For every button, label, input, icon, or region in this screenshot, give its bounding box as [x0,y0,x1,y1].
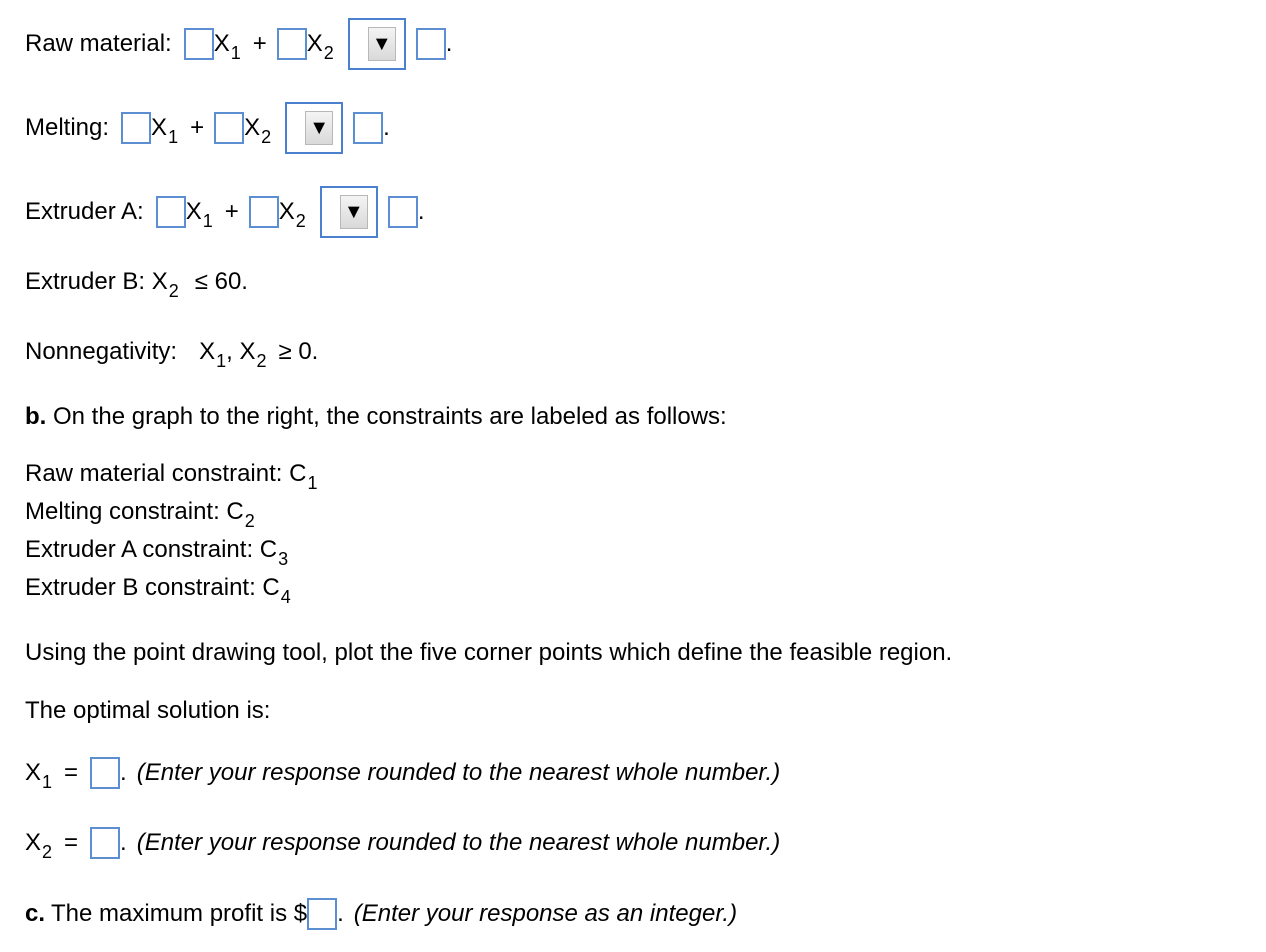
period: . [337,900,344,927]
raw-material-rhs-input[interactable] [416,28,446,60]
x1-answer-label: $X_1$ [25,759,53,792]
plus-sign: + [252,30,267,57]
melting-sign-dropdown[interactable] [285,102,343,154]
raw-material-x1-coef-input[interactable] [184,28,214,60]
chevron-down-icon: ▼ [368,27,396,61]
extruder-a-label: Extruder A: [25,198,144,225]
part-c-row [25,898,737,930]
period: . [383,114,390,141]
nonnegativity-rhs: ≥ 0. [278,338,319,365]
nonnegativity-vars: $X_1$, $X_2$ [199,338,267,371]
extruder-b-rhs: ≤ 60. [194,268,248,295]
x1-var: $X_1$ [151,114,179,147]
melting-constraint-row [25,102,390,154]
plus-sign: + [190,114,205,141]
raw-material-sign-dropdown[interactable] [348,18,406,70]
x2-var: $X_2$ [306,30,334,63]
max-profit-input[interactable] [307,898,337,930]
equals-sign: = [64,829,79,856]
extruder-a-sign-dropdown[interactable] [320,186,378,238]
period: . [445,30,453,57]
chevron-down-icon: ▼ [340,195,368,229]
x1-var: $X_1$ [185,198,213,231]
extruder-b-constraint-row [25,268,248,301]
constraint-label-c4: Extruder B constraint: $C_4$ [25,574,291,607]
constraint-label-c1: Raw material constraint: $C_1$ [25,460,318,493]
extruder-a-x1-coef-input[interactable] [156,196,186,228]
extruder-a-rhs-input[interactable] [388,196,418,228]
raw-material-x2-coef-input[interactable] [277,28,307,60]
plus-sign: + [224,198,239,225]
raw-material-label: Raw material: [25,30,172,57]
optimal-solution-label: The optimal solution is: [25,697,271,724]
x1-answer-row [25,757,781,792]
melting-x2-coef-input[interactable] [214,112,244,144]
part-b-intro: b. On the graph to the right, the constraints are labeled as follows: [25,403,727,430]
period: . [417,198,425,225]
max-profit-label: The maximum profit is $ [51,900,308,927]
extruder-a-constraint-row [25,186,424,238]
x1-answer-hint: (Enter your response rounded to the nearest whole number.) [136,759,781,786]
period: . [120,759,127,786]
nonnegativity-row [25,338,319,371]
melting-label: Melting: [25,114,110,141]
x2-answer-input[interactable] [90,827,120,859]
plot-instruction: Using the point drawing tool, plot the five corner points which define the feasible region. [25,639,953,666]
x2-answer-label: $X_2$ [25,829,53,862]
melting-rhs-input[interactable] [353,112,383,144]
x1-var: $X_1$ [213,30,241,63]
constraint-label-c3: Extruder A constraint: $C_3$ [25,536,289,569]
x1-answer-input[interactable] [90,757,120,789]
extruder-a-x2-coef-input[interactable] [249,196,279,228]
part-c-letter: c. [25,900,46,927]
x2-var: $X_2$ [278,198,306,231]
nonnegativity-label: Nonnegativity: [25,338,178,365]
equals-sign: = [64,759,79,786]
x2-answer-hint: (Enter your response rounded to the nearest whole number.) [136,829,781,856]
chevron-down-icon: ▼ [305,111,333,145]
extruder-b-label: Extruder B: $X_2$ [25,268,179,301]
constraint-label-c2: Melting constraint: $C_2$ [25,498,255,531]
max-profit-hint: (Enter your response as an integer.) [353,900,738,927]
raw-material-constraint-row [25,18,452,70]
part-b-letter: b. [25,403,47,430]
x2-var: $X_2$ [244,114,272,147]
melting-x1-coef-input[interactable] [121,112,151,144]
x2-answer-row [25,827,781,862]
period: . [120,829,127,856]
